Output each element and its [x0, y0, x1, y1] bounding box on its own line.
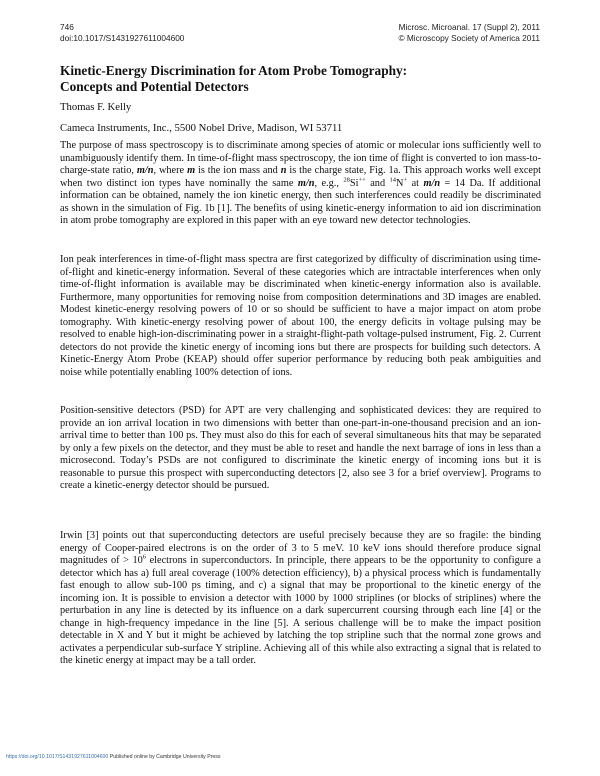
copyright-notice: © Microscopy Society of America 2011 — [398, 33, 540, 43]
title-line-2: Concepts and Potential Detectors — [60, 78, 249, 94]
paragraph-3: Position-sensitive detectors (PSD) for APT are very challenging and sophisticated devices: they are required to provide an ion arrival location in two dimensions with better than one-part-in-one-thousand precision and an ion-arrival time to better than 100 ps. They must also do this for each of several simultaneous hits that may be separated by only a few pixels on the detector, and they must be able to reset and handle the next barrage of ions in less than a microsecond. Today’s PSDs are not configured to discriminate the kinetic energy of incoming ions but it is reasonable to pursue this prospect with superconducting detectors [2, also see 3 for a brief overview]. Programs to create a kinetic-energy detector should be pursued. — [60, 405, 541, 492]
mass-charge-symbol: m/n — [136, 165, 154, 177]
paragraph-2: Ion peak interferences in time-of-flight mass spectra are first categorized by difficulty of discrimination using time-of-flight and kinetic-energy information. Several of these categories which are intractable interferences when only time-of-flight information is available may be discriminated when kinetic-energy information also is available. Furthermore, many opportunities for removing noise from composition determinations and 3D images are enabled. Modest kinetic-energy resolving powers of 10 or so should be sufficient to have a major impact on atom probe tomography. With kinetic-energy resolving power of about 100, the energy deficits in voltage pulsing may be resolved to enable high-ion-discriminating power in a straight-flight-path voltage-pulsed instrument, Fig. 2. Current detectors do not provide the kinetic energy of incoming ions but there are prospects for building such detectors. A Kinetic-Energy Atom Probe (KEAP) should offer superior performance by reducing both peak ambiguities and noise while potentially enabling 100% detection of ions. — [60, 254, 541, 378]
doi-link[interactable]: https://doi.org/10.1017/S1431927611004600 — [6, 754, 109, 760]
page-header-right — [398, 22, 540, 44]
footer-publisher-note: Published online by Cambridge University Press — [108, 754, 221, 760]
mass-symbol: m — [187, 165, 196, 177]
author-name: Thomas F. Kelly — [60, 101, 132, 113]
doi-label: doi:10.1017/S1431927611004600 — [60, 33, 185, 43]
charge-symbol: n — [280, 165, 287, 177]
article-title — [60, 63, 540, 94]
page-number: 746 — [60, 22, 74, 32]
title-line-1: Kinetic-Energy Discrimination for Atom Probe Tomography: — [60, 63, 408, 78]
paragraph-4: Irwin [3] points out that superconducting detectors are useful precisely because they are so fragile: the binding energy of Cooper-paired electrons is on the order of 3 to 5 meV. 10 keV ions should therefore produce signal magnitudes of > $10^6$ electrons in superconductors. In principle, there appears to be the opportunity to configure a detector which has a) full areal coverage (100% detection efficiency), b) a physical process which is fundamentally fast enough to allow sub-100 ps timing, and c) a signal that may be proportional to the kinetic energy of the incoming ion. It is possible to envision a detector with 1000 by 1000 striplines (or blocks of striplines) where the perturbation in any line is detected by its influence on a dark supercurrent coursing through each line [4] or the change in high-frequency impedance in the line [5]. A serious challenge will be to make the impact position detectable in X and Y but it might be achieved by latching the top stripline such that the normal zone grows and activates a perpendicular sub-surface Y stripline. Achieving all of this while also extracting a signal that is related to the kinetic energy at impact may be a tall order. — [60, 530, 541, 667]
page-footer — [6, 754, 220, 760]
journal-citation: Microsc. Microanal. 17 (Suppl 2), 2011 — [398, 22, 540, 32]
author-affiliation: Cameca Instruments, Inc., 5500 Nobel Drive, Madison, WI 53711 — [60, 122, 343, 134]
mass-charge-symbol: m/n — [423, 177, 441, 189]
page-header-left — [60, 22, 184, 44]
paragraph-1: The purpose of mass spectroscopy is to discriminate among species of atomic or molecular ions sufficiently well to unambiguously identify them. In time-of-flight mass spectroscopy, the ion time of flight is converted to ion mass-to-charge-state ratio, m/n, where m is the ion mass and n is the charge state, Fig. 1a. This approach works well except when two distinct ion types have nominally the same m/n, e.g., $^{28}$Si++ and $^{14}$N+ at m/n = 14 Da. If additional information can be obtained, namely the ion kinetic energy, then such interferences could readily be discriminated as shown in the simulation of Fig. 1b [1]. The benefits of using kinetic-energy information to aid ion discrimination in atom probe tomography are explored in this paper with an eye toward new detector technologies. — [60, 140, 542, 227]
mass-charge-symbol: m/n — [297, 177, 315, 189]
